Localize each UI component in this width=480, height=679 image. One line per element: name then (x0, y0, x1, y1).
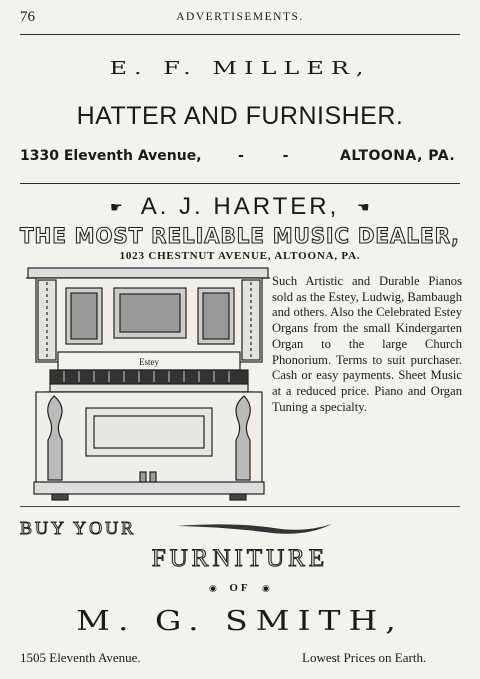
harter-name: A. J. HARTER, (140, 193, 340, 220)
harter-address: 1023 CHESTNUT AVENUE, ALTOONA, PA. (119, 250, 361, 262)
miller-trade: HATTER AND FURNISHER. (76, 102, 404, 130)
divider-rule (20, 183, 460, 184)
of-word: OF (229, 582, 251, 594)
page-header: ADVERTISEMENTS. (176, 11, 304, 23)
harter-tagline: THE MOST RELIABLE MUSIC DEALER, (20, 224, 460, 248)
header-rule (20, 34, 460, 35)
pointing-hand-icon: ☛ (110, 201, 123, 216)
miller-address: 1330 Eleventh Avenue, (20, 148, 202, 164)
pointing-hand-icon: ☚ (357, 201, 370, 216)
flourish-ornament (174, 520, 334, 538)
bullet-ornament: ◉ (209, 583, 217, 593)
miller-separator: - - (238, 148, 289, 164)
page-number: 76 (20, 9, 35, 25)
smith-slogan: Lowest Prices on Earth. (302, 650, 427, 665)
miller-name: E. F. MILLER, (109, 57, 371, 79)
bullet-ornament: ◉ (262, 583, 270, 593)
piano-illustration (24, 266, 272, 502)
furniture-heading: FURNITURE (151, 545, 329, 572)
divider-rule (20, 506, 460, 507)
smith-name: M. G. SMITH, (76, 604, 404, 637)
buy-your-heading: BUY YOUR (20, 518, 137, 538)
miller-city: ALTOONA, PA. (340, 148, 456, 164)
smith-address: 1505 Eleventh Avenue. (20, 650, 141, 665)
piano-description: Such Artistic and Durable Pianos sold as the Estey, Ludwig, Bambaugh and others. Also the Celebrated Estey Organs from the small Kindergarten Organ to the large Church Phonorium. Terms to suit purchaser. Cash or easy payments. Sheet Music at a reduced price. Piano and Organ Tuning a specialty. (272, 274, 462, 414)
piano-brand-label: Estey (139, 357, 159, 367)
